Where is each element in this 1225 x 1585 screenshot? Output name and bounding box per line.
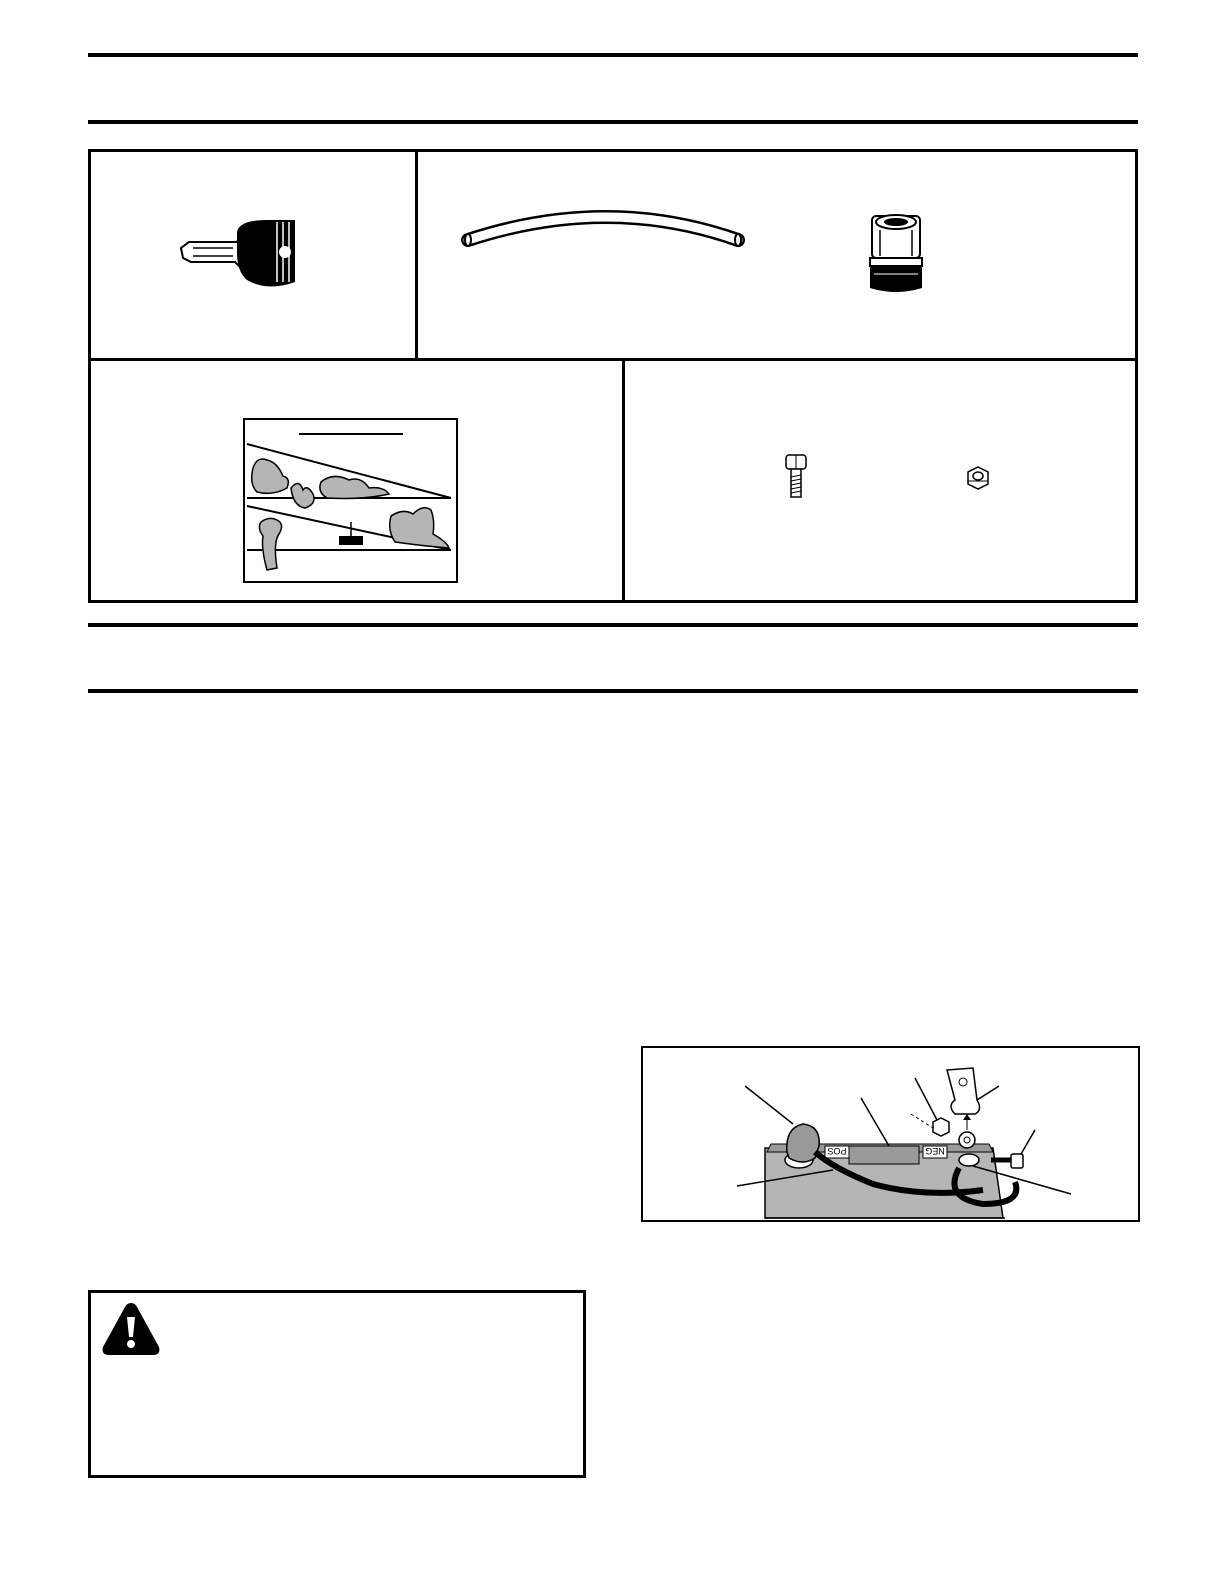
- warning-triangle-icon: [101, 1301, 161, 1357]
- section-rule-1: [88, 120, 1138, 124]
- parts-box-hose-adapter: [415, 149, 1138, 361]
- hose-adapter-icon: [866, 212, 926, 297]
- ignition-key-icon: [177, 212, 307, 292]
- battery-figure-box: [641, 1046, 1140, 1222]
- nut-icon: [965, 465, 991, 491]
- bolt-icon: [783, 453, 809, 501]
- parts-box-slope-guide: [88, 358, 625, 603]
- parts-box-key: [88, 149, 418, 361]
- slope-guide-card-icon: [243, 418, 459, 584]
- battery-terminal-diagram: [643, 1048, 1138, 1220]
- parts-box-hardware: [622, 358, 1138, 603]
- warning-box: [88, 1290, 586, 1478]
- pos-terminal-label: POS: [827, 1146, 847, 1156]
- section-rule-2: [88, 623, 1138, 627]
- top-rule: [88, 53, 1138, 57]
- section-rule-3: [88, 689, 1138, 693]
- neg-terminal-label: NEG: [925, 1146, 945, 1156]
- hose-icon: [458, 202, 748, 252]
